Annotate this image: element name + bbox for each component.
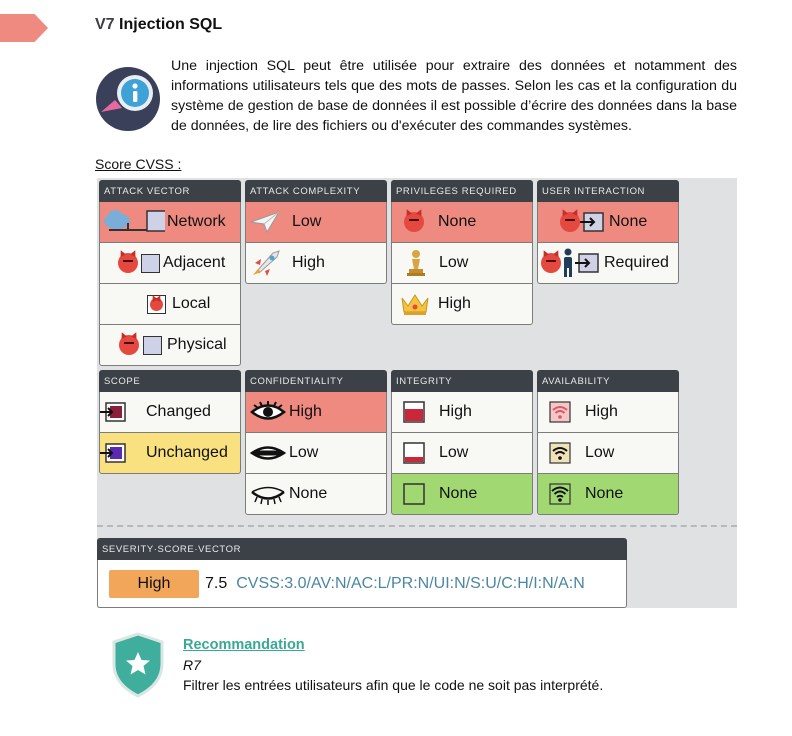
ac-option-high-label: High xyxy=(292,254,325,271)
integrity-group xyxy=(391,370,533,515)
vulnerability-title: Injection SQL xyxy=(119,16,223,33)
devil-icon xyxy=(404,212,424,232)
conf-option-none-label: None xyxy=(289,485,328,502)
eye-open-icon xyxy=(250,401,286,423)
eye-half-icon xyxy=(250,442,286,464)
severity-score: 7.5 xyxy=(205,574,228,592)
vulnerability-id: V7 xyxy=(95,16,115,33)
vulnerability-heading xyxy=(95,16,222,34)
crown-icon xyxy=(400,292,430,316)
ui-option-none[interactable] xyxy=(537,202,679,243)
attack-complexity-group xyxy=(245,180,387,284)
availability-group xyxy=(537,370,679,515)
severity-rating-badge: High xyxy=(109,570,199,598)
conf-option-high[interactable] xyxy=(245,392,387,433)
scope-changed-icon xyxy=(100,401,126,423)
int-option-high[interactable] xyxy=(391,392,533,433)
int-option-low-label: Low xyxy=(439,444,469,461)
availability-header: AVAILABILITY xyxy=(537,370,679,392)
devil-user-icon xyxy=(541,253,561,273)
cloud-network-icon xyxy=(103,207,165,237)
pr-option-low[interactable] xyxy=(391,243,533,284)
scope-unchanged-icon xyxy=(100,442,126,464)
arrow-box-icon xyxy=(580,212,604,232)
pr-option-none[interactable] xyxy=(391,202,533,243)
attack-complexity-header: ATTACK COMPLEXITY xyxy=(245,180,387,202)
user-interaction-group xyxy=(537,180,679,284)
av-option-adjacent-label: Adjacent xyxy=(163,254,226,271)
section-marker xyxy=(0,14,48,42)
conf-option-none[interactable] xyxy=(245,474,387,515)
eye-closed-icon xyxy=(250,483,286,505)
int-option-high-label: High xyxy=(439,403,472,420)
person-icon xyxy=(561,248,575,278)
integrity-high-icon xyxy=(403,401,425,423)
recommendation-text: Filtrer les entrées utilisateurs afin que le code ne soit pas interprété. xyxy=(183,677,604,693)
user-interaction-header: USER INTERACTION xyxy=(537,180,679,202)
devil-physical-icon xyxy=(119,335,139,355)
avail-option-low[interactable] xyxy=(537,433,679,474)
recommendation-title[interactable]: Recommandation xyxy=(183,637,305,653)
vulnerability-description: Une injection SQL peut être utilisée pour extraire des données et notamment des informations utilisateurs tels que des mots de passes. Selon les cas et la configuration du système de gestion de base de données il est possible d’écrire des données dans la base de données, de lire des fichiers ou d'exécuter des commandes systèmes. xyxy=(171,58,737,134)
rocket-icon xyxy=(251,249,281,277)
conf-option-low[interactable] xyxy=(245,433,387,474)
avail-option-none-label: None xyxy=(585,485,624,502)
attack-vector-group xyxy=(99,180,241,366)
int-option-none-label: None xyxy=(439,485,478,502)
int-option-none[interactable] xyxy=(391,474,533,515)
wifi-none-icon xyxy=(549,483,571,505)
severity-header: SEVERITY·SCORE·VECTOR xyxy=(97,538,627,560)
conf-option-low-label: Low xyxy=(289,444,319,461)
recommendation-id: R7 xyxy=(183,657,201,673)
devil-local-icon xyxy=(147,295,166,314)
cvss-vector-string[interactable]: CVSS:3.0/AV:N/AC:L/PR:N/UI:N/S:U/C:H/I:N/A:N xyxy=(236,574,585,592)
int-option-low[interactable] xyxy=(391,433,533,474)
av-option-network[interactable] xyxy=(99,202,241,243)
pr-option-none-label: None xyxy=(438,213,477,230)
av-option-local[interactable] xyxy=(99,284,241,325)
privileges-required-header: PRIVILEGES REQUIRED xyxy=(391,180,533,202)
ui-option-none-label: None xyxy=(609,213,648,230)
arrow-box-icon xyxy=(575,253,599,273)
devil-network-icon xyxy=(118,253,138,273)
panel-divider xyxy=(97,525,737,527)
av-option-adjacent[interactable] xyxy=(99,243,241,284)
avail-option-high-label: High xyxy=(585,403,618,420)
pawn-icon xyxy=(407,249,425,277)
ac-option-low[interactable] xyxy=(245,202,387,243)
pr-option-low-label: Low xyxy=(439,254,469,271)
scope-option-unchanged[interactable] xyxy=(99,433,241,474)
ac-option-high[interactable] xyxy=(245,243,387,284)
wifi-low-icon xyxy=(549,442,571,464)
avail-option-low-label: Low xyxy=(585,444,615,461)
ac-option-low-label: Low xyxy=(292,213,322,230)
scope-option-changed-label: Changed xyxy=(146,403,211,420)
integrity-header: INTEGRITY xyxy=(391,370,533,392)
integrity-none-icon xyxy=(403,483,425,505)
privileges-required-group xyxy=(391,180,533,325)
scope-header: SCOPE xyxy=(99,370,241,392)
severity-score-vector xyxy=(97,538,627,608)
avail-option-high[interactable] xyxy=(537,392,679,433)
devil-arrow-icon xyxy=(560,212,580,232)
av-option-network-label: Network xyxy=(167,213,226,230)
computer-icon xyxy=(141,254,160,273)
severity-box xyxy=(97,560,627,608)
scope-group xyxy=(99,370,241,474)
conf-option-high-label: High xyxy=(289,403,322,420)
pr-option-high-label: High xyxy=(438,295,471,312)
scope-option-changed[interactable] xyxy=(99,392,241,433)
av-option-physical[interactable] xyxy=(99,325,241,366)
device-icon xyxy=(143,336,162,355)
shield-star-icon xyxy=(110,632,166,698)
scope-option-unchanged-label: Unchanged xyxy=(146,444,228,461)
confidentiality-group xyxy=(245,370,387,515)
av-option-local-label: Local xyxy=(172,295,211,312)
ui-option-required[interactable] xyxy=(537,243,679,284)
wifi-high-icon xyxy=(549,401,571,423)
avail-option-none[interactable] xyxy=(537,474,679,515)
ui-option-required-label: Required xyxy=(604,254,669,271)
pr-option-high[interactable] xyxy=(391,284,533,325)
attack-vector-header: ATTACK VECTOR xyxy=(99,180,241,202)
confidentiality-header: CONFIDENTIALITY xyxy=(245,370,387,392)
paper-plane-icon xyxy=(250,210,280,234)
info-icon xyxy=(95,66,161,132)
integrity-low-icon xyxy=(403,442,425,464)
score-cvss-label: Score CVSS : xyxy=(95,156,182,172)
av-option-physical-label: Physical xyxy=(167,336,227,353)
